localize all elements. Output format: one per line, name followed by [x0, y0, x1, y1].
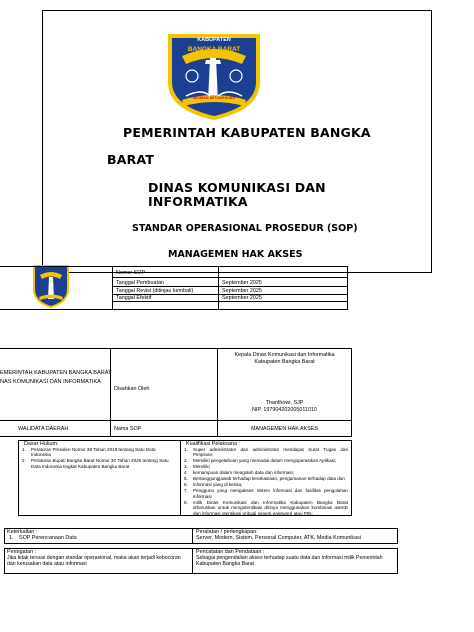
- dept-title-line2: INFORMATIKA: [148, 194, 248, 209]
- dasar-hukum-title: Dasar Hukum:: [24, 441, 59, 447]
- legal-table-col-line: [351, 440, 352, 515]
- kualifikasi-list: [184, 447, 348, 517]
- dept-title-line1: DINAS KOMUNIKASI DAN: [148, 180, 326, 195]
- dasar-hukum-list: [22, 447, 176, 470]
- info-table-border: [0, 309, 348, 310]
- approval-table-col-line: [110, 348, 111, 436]
- info-table-border: [0, 266, 348, 267]
- kualifikasi-item: 4. kemampuan dalam mengolah data dan informasi;: [184, 470, 294, 476]
- nama-sop-label: Nama SOP: [114, 426, 142, 432]
- peringatan-text: Jika tidak tersusi dengan standar operasional, maka akan terjadi kebocoran dan kerusakan data atau informasi: [7, 555, 181, 567]
- approval-table-row-line: [0, 420, 352, 421]
- gov-title-line2: BARAT: [107, 152, 155, 167]
- emblem-arc-text: BANGKA BARAT: [187, 46, 241, 53]
- sop-name: MANAGEMEN HAK AKSES: [168, 249, 303, 260]
- warning-table-col-line: [397, 548, 398, 573]
- dasar-hukum-item: 1. Peraturan Presiden Nomor 39 Tahun 2019 tentang Satu Data Indonesia: [22, 447, 156, 458]
- walidata-label: WALIDATA DAERAH: [18, 426, 69, 432]
- kualifikasi-item: 2. Memiliki pengetahuan yang memadai dalam mengoperasikan Aplikasi;: [184, 458, 337, 464]
- info-table-col-line: [112, 266, 113, 309]
- emblem-motto: SEJIRAN SETUNGGUAN: [192, 96, 236, 100]
- small-emblem-icon: [30, 263, 72, 309]
- signer-title-line2: Kabupaten Bangka Barat: [254, 359, 315, 365]
- peralatan-title: Peralatan / perlengkapan:: [196, 529, 258, 535]
- regency-emblem-icon: [162, 30, 266, 122]
- kualifikasi-item: 5. Bertanggungjawab terhadap kerahasiaan, pengamanan terhadap data dan: [184, 476, 345, 482]
- pencatatan-text: Sebagai pengendalian akses terhadap suatu data dan informasi milik Pemerintah Kabupaten Bangka Barat: [196, 555, 383, 567]
- sop-title: STANDAR OPERASIONAL PROSEDUR (SOP): [132, 223, 358, 234]
- signer-name: Thanthowi, SJP: [265, 400, 304, 406]
- warning-table-border: [4, 573, 398, 574]
- info-table-col-line: [218, 266, 219, 309]
- relation-table-border: [4, 543, 398, 544]
- approval-table-border: [0, 436, 352, 437]
- signer-title-line1: Kepala Dinas Komunikasi dan Informatika: [234, 352, 335, 358]
- relation-table-col-line: [4, 528, 5, 543]
- disahkan-label: Disahkan Oleh: [114, 386, 150, 392]
- nomor-sop-label: Nomor SOP: [116, 270, 146, 276]
- emblem-top-text: KABUPATEN: [197, 37, 231, 43]
- approval-table-col-line: [351, 348, 352, 436]
- keterkaitan-item: 1. SOP Perencanaan Data: [9, 535, 77, 541]
- tanggal-efektif-label: Tanggal Efektif: [116, 295, 152, 301]
- info-table-col-line: [347, 266, 348, 309]
- tanggal-revisi-value: September 2025: [222, 288, 262, 294]
- pencatatan-title: Pencatatan dan Pendataan :: [196, 549, 265, 555]
- small-emblem: [30, 263, 72, 309]
- org-line2: NAS KOMUNIKASI DAN INFORMATIKA: [0, 379, 101, 385]
- tanggal-revisi-label: Tanggal Revisi (ditinjau kembali): [116, 288, 194, 294]
- signer-nip: NIP. 197904202005011010: [252, 407, 317, 413]
- nama-sop-value: MANAGEMEN HAK AKSES: [250, 426, 319, 432]
- info-table-row-line: [112, 301, 348, 302]
- dasar-hukum-item: 2. Peraturan Bupati Bangka Barat Nomor 30 Tahun 2025 tentang Satu Data Indonesia tingkat Kabupaten Bangka Barat: [22, 458, 169, 469]
- peringatan-title: Peringatan :: [7, 549, 37, 555]
- keterkaitan-title: Keterkaitan :: [7, 529, 38, 535]
- legal-table-col-line: [18, 440, 19, 515]
- legal-table-col-line: [180, 440, 181, 515]
- kualifikasi-item: 1. Super administrator dan administrator mendapat Surat Tugas dari Pimpinan;: [184, 447, 348, 458]
- tanggal-efektif-value: September 2025: [222, 295, 262, 301]
- warning-table-col-line: [192, 548, 193, 573]
- kualifikasi-item: 7. Pengguna yang mengakses sistem informasi dan fasilitas pengolahan informasi: [184, 488, 348, 499]
- warning-table-col-line: [4, 548, 5, 573]
- kualifikasi-title: Kualifikasi Pelaksana :: [186, 441, 240, 447]
- org-line1: EMERINTAH KABUPATEN BANGKA BARAT: [0, 370, 112, 376]
- info-table-row-line: [112, 286, 348, 287]
- relation-table-col-line: [397, 528, 398, 543]
- approval-table-border: [0, 348, 352, 349]
- kualifikasi-item: 6. informasi yang di kelola;: [184, 482, 243, 488]
- regency-emblem: [162, 30, 266, 122]
- peralatan-text: Server, Modem, Sistem, Personal Computer, ATK, Media Komunikasi: [196, 535, 361, 541]
- tanggal-pembuatan-value: September 2025: [222, 280, 262, 286]
- kualifikasi-item: 8. milik Dinas Komunikasi dan Informatika Kabupaten Bangka Barat diharuskan untuk mengotentikasi dirinya menggunakan kombinasi userID dan informasi otentikasi pribadi seperti password atau PIN;: [184, 499, 348, 516]
- legal-table-border: [18, 440, 352, 441]
- gov-title-line1: PEMERINTAH KABUPATEN BANGKA: [123, 125, 371, 140]
- kualifikasi-item: 3. Memiliki: [184, 464, 210, 470]
- tanggal-pembuatan-label: Tanggal Pembuatan: [116, 280, 164, 286]
- relation-table-col-line: [192, 528, 193, 543]
- info-table-row-line: [112, 277, 348, 278]
